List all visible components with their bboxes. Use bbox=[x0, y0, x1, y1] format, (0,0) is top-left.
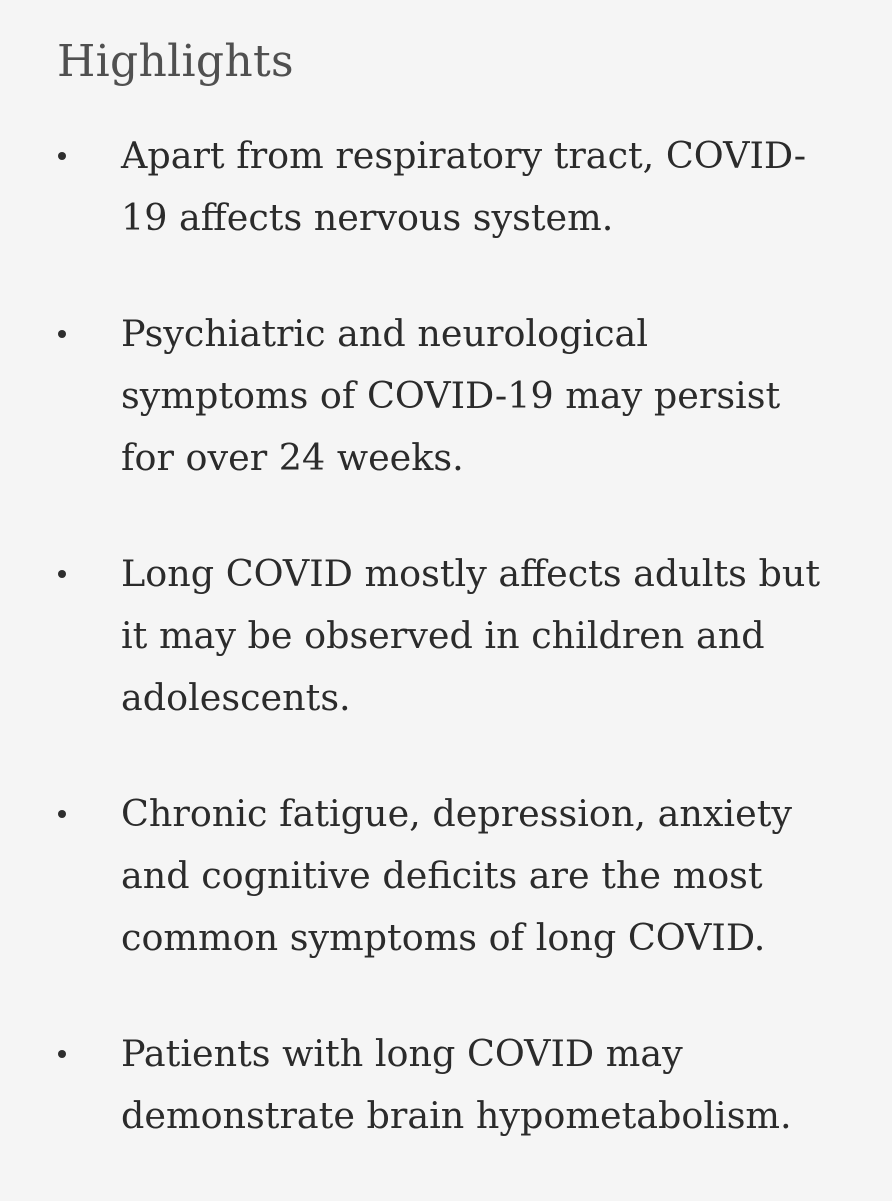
highlights-list bbox=[0, 125, 892, 1201]
bullet-icon bbox=[58, 1050, 66, 1058]
highlight-text: Long COVID mostly affects adults but it may be observed in children and adolescents. bbox=[121, 552, 821, 719]
bullet-icon bbox=[58, 152, 66, 160]
highlight-text: Apart from respiratory tract, COVID-19 affects nervous system. bbox=[121, 134, 807, 239]
list-item bbox=[0, 303, 892, 489]
bullet-icon bbox=[58, 570, 66, 578]
list-item bbox=[0, 1023, 892, 1147]
section-title: Highlights bbox=[57, 36, 294, 87]
list-item bbox=[0, 125, 892, 249]
highlight-text: Chronic fatigue, depression, anxiety and cognitive deficits are the most common symptoms of long COVID. bbox=[121, 792, 792, 959]
bullet-icon bbox=[58, 810, 66, 818]
highlight-text: Psychiatric and neurological symptoms of COVID-19 may persist for over 24 weeks. bbox=[121, 312, 781, 479]
highlight-text: Patients with long COVID may demonstrate brain hypometabolism. bbox=[121, 1032, 792, 1137]
list-item bbox=[0, 783, 892, 969]
bullet-icon bbox=[58, 330, 66, 338]
list-item bbox=[0, 543, 892, 729]
